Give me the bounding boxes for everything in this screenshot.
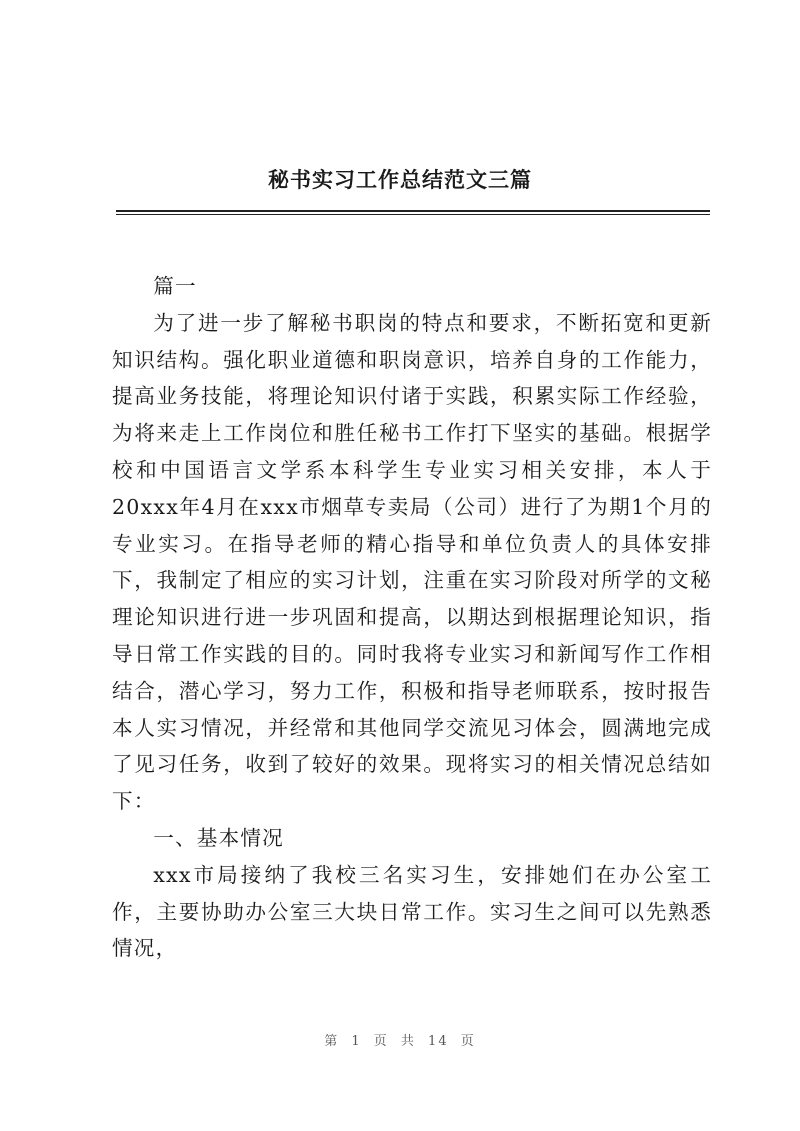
page-number-footer: 第 1 页 共 14 页 xyxy=(324,1034,476,1049)
paragraph-basic-info: xxx市局接纳了我校三名实习生，安排她们在办公室工作，主要协助办公室三大块日常工作。实习生之间可以先熟悉情况， xyxy=(112,862,712,961)
section-heading-basic-info: 一、基本情况 xyxy=(153,825,284,850)
section-label: 篇一 xyxy=(153,274,197,298)
document-title: 秘书实习工作总结范文三篇 xyxy=(268,167,532,192)
document-body xyxy=(112,268,712,967)
paragraph-intro: 为了进一步了解秘书职岗的特点和要求，不断拓宽和更新知识结构。强化职业道德和职岗意识，培养自身的工作能力，提高业务技能，将理论知识付诸于实践，积累实际工作经验，为将来走上工作岗位和胜任秘书工作打下坚实的基础。根据学校和中国语言文学系本科学生专业实习相关安排，本人于20xxx年4月在xxx市烟草专卖局（公司）进行了为期1个月的专业实习。在指导老师的精心指导和单位负责人的具体安排下，我制定了相应的实习计划，注重在实习阶段对所学的文秘理论知识进行进一步巩固和提高，以期达到根据理论知识，指导日常工作实践的目的。同时我将专业实习和新闻写作工作相结合，潜心学习，努力工作，积极和指导老师联系，按时报告本人实习情况，并经常和其他同学交流见习体会，圆满地完成了见习任务，收到了较好的效果。现将实习的相关情况总结如下： xyxy=(112,310,712,814)
title-divider xyxy=(116,210,710,215)
